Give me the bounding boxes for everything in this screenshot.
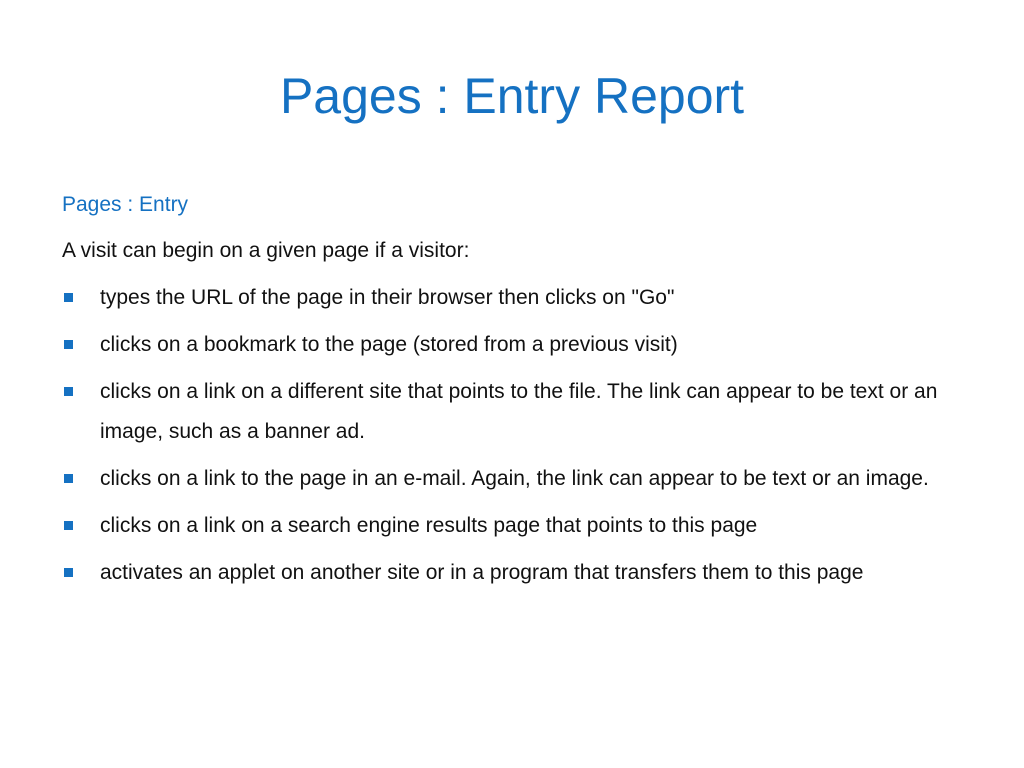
section-subheading: Pages : Entry [62, 193, 189, 216]
intro-text: A visit can begin on a given page if a visitor: [62, 239, 470, 262]
square-bullet-icon [64, 293, 73, 302]
bullet-item [62, 325, 972, 365]
square-bullet-icon [64, 521, 73, 530]
bullet-text: types the URL of the page in their browser then clicks on "Go" [100, 286, 675, 309]
bullet-text: clicks on a link on a search engine results page that points to this page [100, 514, 758, 537]
bullet-item [62, 278, 972, 318]
bullet-list [62, 278, 972, 593]
bullet-text: clicks on a link to the page in an e-mail. Again, the link can appear to be text or an image. [100, 467, 929, 490]
slide-content [62, 186, 972, 600]
square-bullet-icon [64, 387, 73, 396]
page-title: Pages : Entry Report [279, 68, 745, 124]
square-bullet-icon [64, 474, 73, 483]
square-bullet-icon [64, 568, 73, 577]
bullet-text: clicks on a bookmark to the page (stored from a previous visit) [100, 333, 678, 356]
square-bullet-icon [64, 340, 73, 349]
bullet-item [62, 506, 972, 546]
bullet-item [62, 553, 972, 593]
bullet-item [62, 459, 972, 499]
bullet-text: clicks on a link on a different site that points to the file. The link can appear to be text or an image, such as a banner ad. [100, 380, 938, 443]
bullet-item [62, 372, 972, 452]
bullet-text: activates an applet on another site or in a program that transfers them to this page [100, 561, 864, 584]
